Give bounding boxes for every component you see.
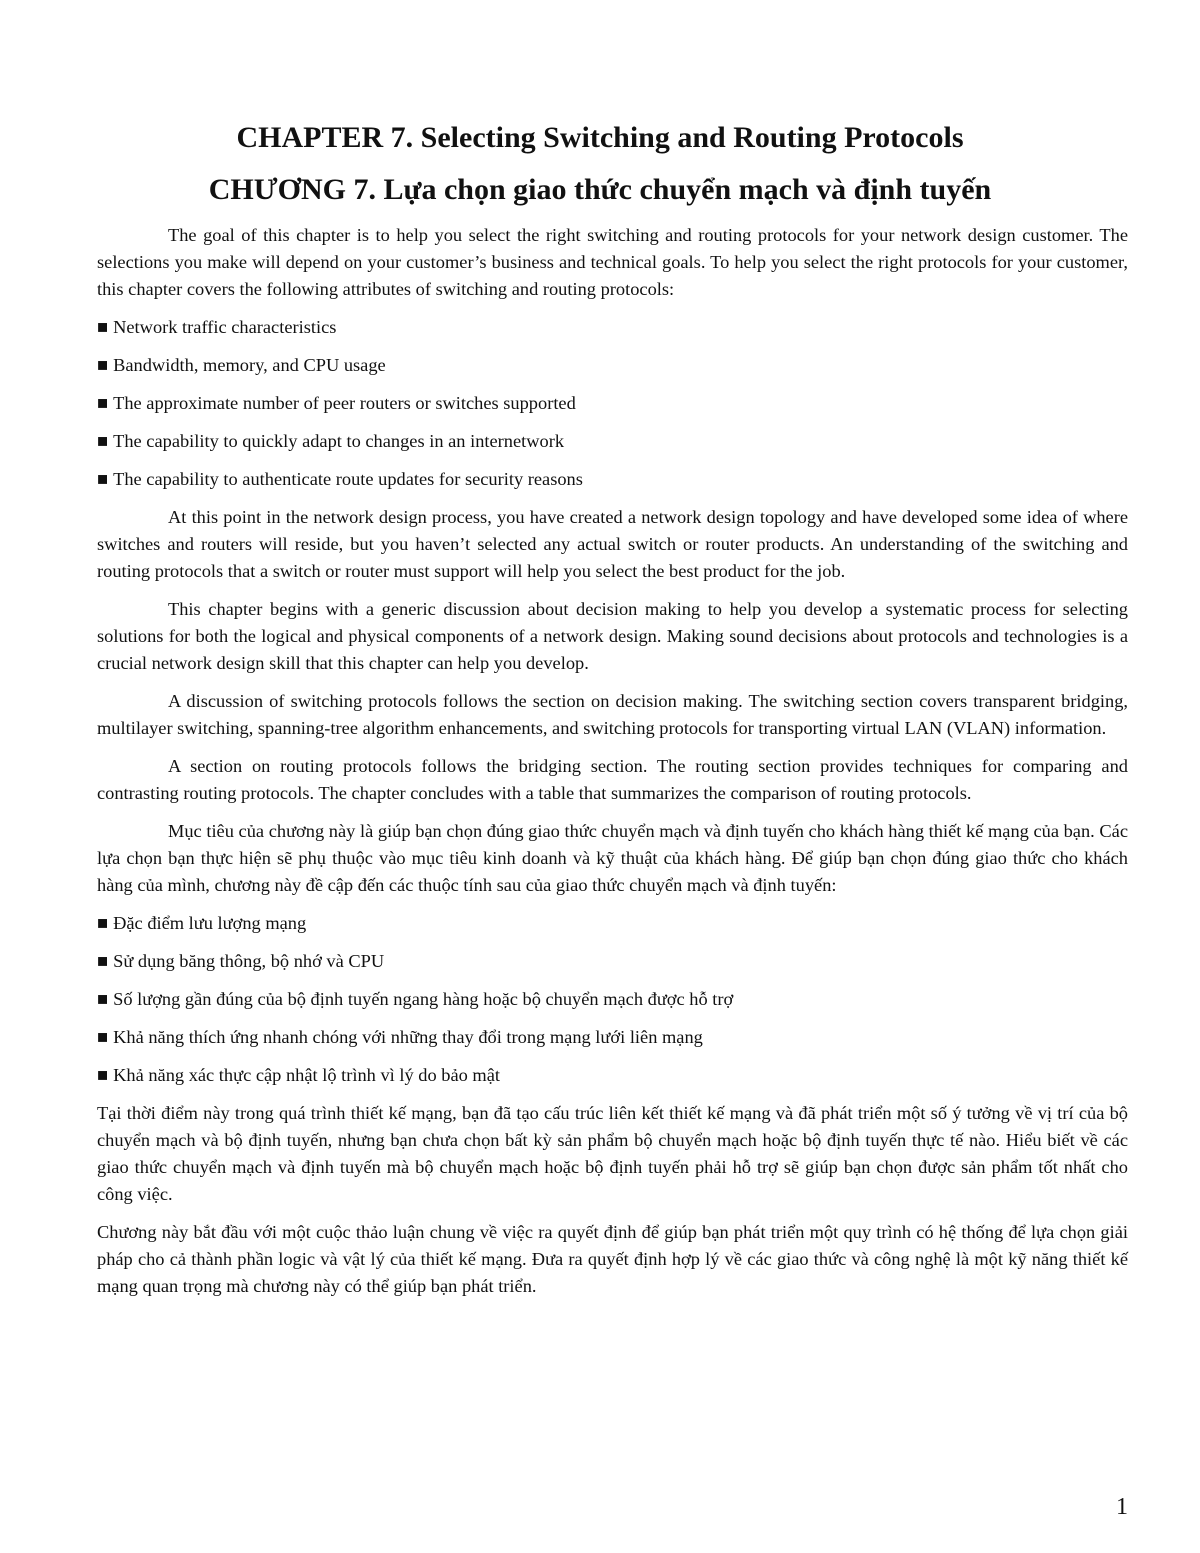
page-number: 1 xyxy=(1116,1494,1128,1520)
list-item: ■ Sử dụng băng thông, bộ nhớ và CPU xyxy=(97,948,1128,975)
bullet-icon: ■ xyxy=(97,1027,109,1047)
bullet-icon: ■ xyxy=(97,951,109,971)
chapter-title-english: CHAPTER 7. Selecting Switching and Routing Protocols xyxy=(236,121,964,154)
en-paragraph-3: This chapter begins with a generic discussion about decision making to help you develop a systematic process for selecting solutions for both the logical and physical components of a network design. Making sound decisions about protocols and technologies is a crucial network design skill that this chapter can help you develop. xyxy=(97,599,1128,673)
bullet-icon: ■ xyxy=(97,989,109,1009)
vi-paragraph-2: Tại thời điểm này trong quá trình thiết kế mạng, bạn đã tạo cấu trúc liên kết thiết kế mạng và đã phát triển một số ý tưởng về vị trí của bộ chuyển mạch và bộ định tuyến, nhưng bạn chưa chọn bất kỳ sản phẩm bộ chuyển mạch hoặc bộ định tuyến thực tế nào. Hiểu biết về các giao thức chuyển mạch và định tuyến mà bộ chuyển mạch hoặc bộ định tuyến phải hỗ trợ sẽ giúp bạn chọn được sản phẩm tốt nhất cho công việc. xyxy=(97,1103,1128,1204)
en-attribute-list xyxy=(97,314,1128,493)
list-item: ■ Network traffic characteristics xyxy=(97,314,1128,341)
list-item: ■ The approximate number of peer routers or switches supported xyxy=(97,390,1128,417)
list-item: ■ The capability to quickly adapt to changes in an internetwork xyxy=(97,428,1128,455)
bullet-icon: ■ xyxy=(97,431,109,451)
en-intro-paragraph: The goal of this chapter is to help you select the right switching and routing protocols for your network design customer. The selections you make will depend on your customer’s business and technical goals. To help you select the right protocols for your customer, this chapter covers the following attributes of switching and routing protocols: xyxy=(97,225,1128,299)
en-paragraph-4: A discussion of switching protocols follows the section on decision making. The switching section covers transparent bridging, multilayer switching, spanning-tree algorithm enhancements, and switching protocols for transporting virtual LAN (VLAN) information. xyxy=(97,691,1128,738)
list-item: ■ Số lượng gần đúng của bộ định tuyến ngang hàng hoặc bộ chuyển mạch được hỗ trợ xyxy=(97,986,1128,1013)
en-paragraph-2: At this point in the network design process, you have created a network design topology and have developed some idea of where switches and routers will reside, but you haven’t selected any actual switch or router products. An understanding of the switching and routing protocols that a switch or router must support will help you select the best product for the job. xyxy=(97,507,1128,581)
bullet-icon: ■ xyxy=(97,913,109,933)
list-item: ■ Đặc điểm lưu lượng mạng xyxy=(97,910,1128,937)
chapter-title-vietnamese: CHƯƠNG 7. Lựa chọn giao thức chuyển mạch và định tuyến xyxy=(208,173,992,206)
list-item: ■ Bandwidth, memory, and CPU usage xyxy=(97,352,1128,379)
vi-paragraph-3: Chương này bắt đầu với một cuộc thảo luận chung về việc ra quyết định để giúp bạn phát triển một quy trình có hệ thống để lựa chọn giải pháp cho cả thành phần logic và vật lý của thiết kế mạng. Đưa ra quyết định hợp lý về các giao thức và công nghệ là một kỹ năng thiết kế mạng quan trọng mà chương này có thể giúp bạn phát triển. xyxy=(97,1222,1128,1296)
en-paragraph-5: A section on routing protocols follows the bridging section. The routing section provides techniques for comparing and contrasting routing protocols. The chapter concludes with a table that summarizes the comparison of routing protocols. xyxy=(97,756,1128,803)
bullet-icon: ■ xyxy=(97,393,109,413)
bullet-icon: ■ xyxy=(97,1065,109,1085)
bullet-icon: ■ xyxy=(97,355,109,375)
list-item: ■ Khả năng thích ứng nhanh chóng với những thay đổi trong mạng lưới liên mạng xyxy=(97,1024,1128,1051)
bullet-icon: ■ xyxy=(97,317,109,337)
document-body xyxy=(97,222,1128,1311)
list-item: ■ The capability to authenticate route updates for security reasons xyxy=(97,466,1128,493)
vi-attribute-list xyxy=(97,910,1128,1089)
list-item: ■ Khả năng xác thực cập nhật lộ trình vì lý do bảo mật xyxy=(97,1062,1128,1089)
bullet-icon: ■ xyxy=(97,469,109,489)
vi-intro-paragraph: Mục tiêu của chương này là giúp bạn chọn đúng giao thức chuyển mạch và định tuyến cho khách hàng thiết kế mạng của bạn. Các lựa chọn bạn thực hiện sẽ phụ thuộc vào mục tiêu kinh doanh và kỹ thuật của khách hàng. Để giúp bạn chọn đúng giao thức cho khách hàng của mình, chương này đề cập đến các thuộc tính sau của giao thức chuyển mạch và định tuyến: xyxy=(97,821,1128,895)
